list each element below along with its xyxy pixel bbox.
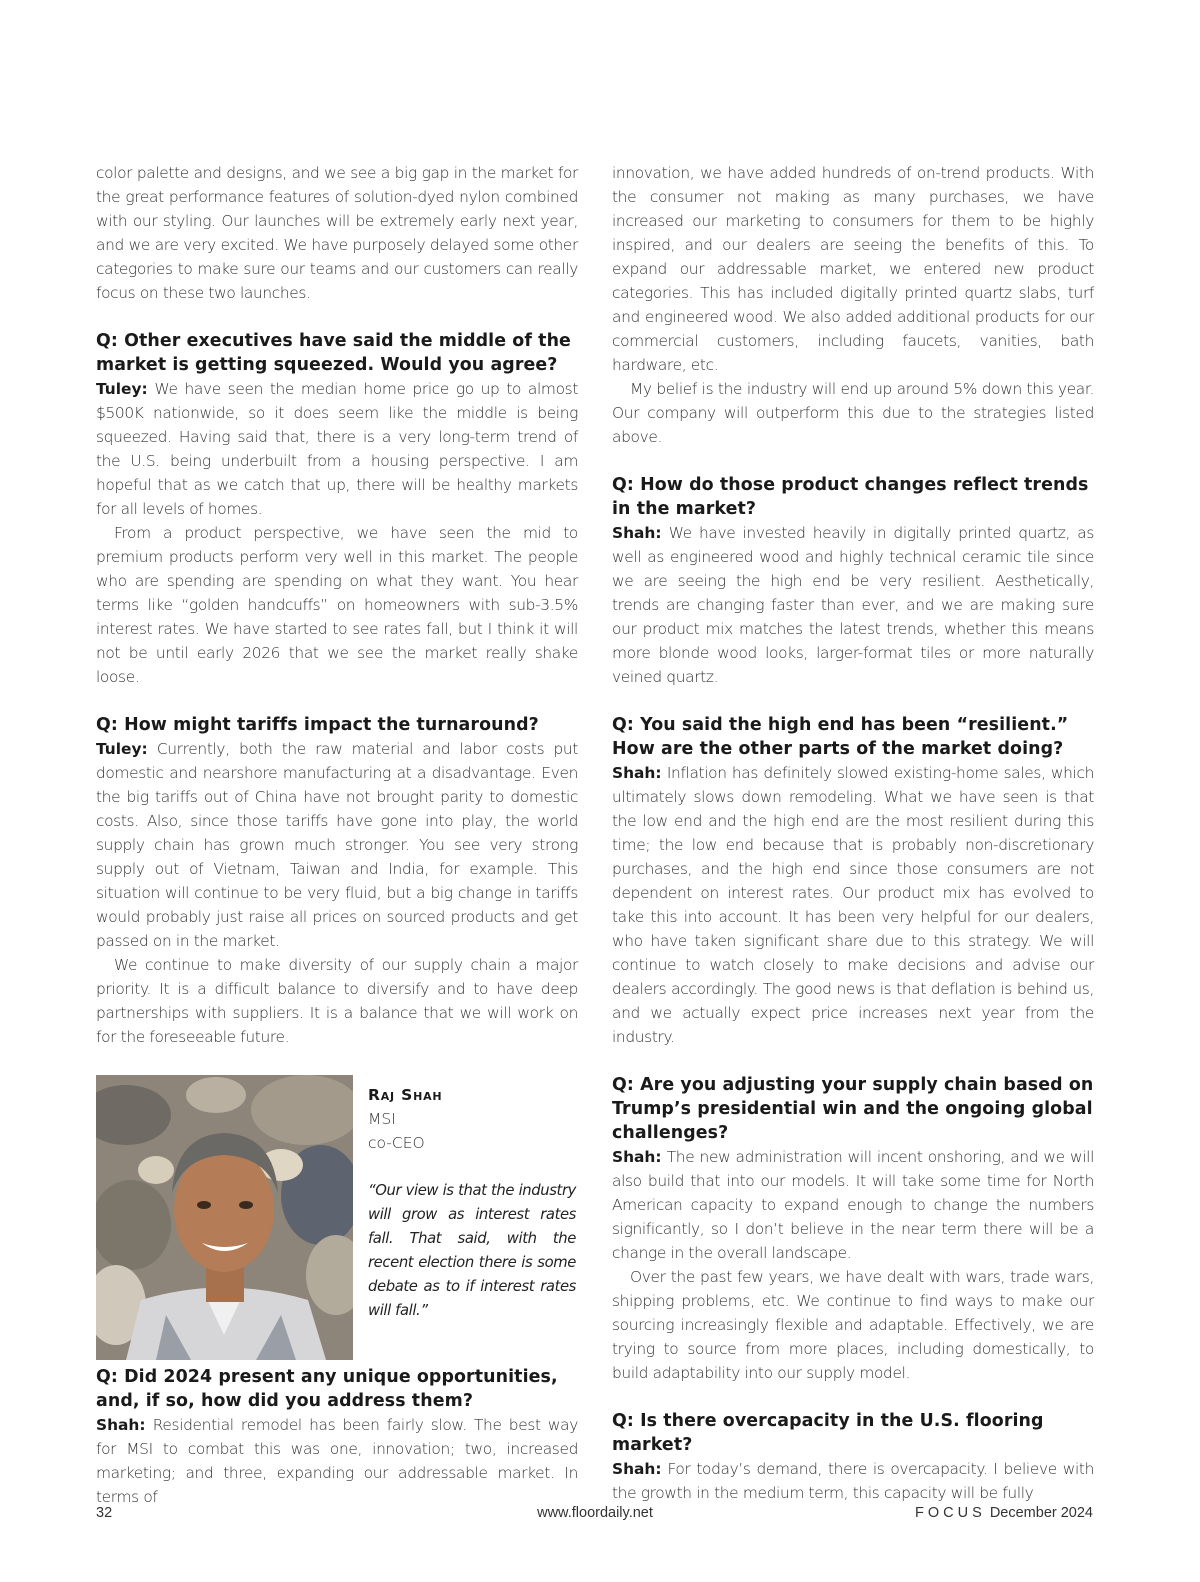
- answer-text: The new administration will incent onshoring, and we will also build that into our models. It will take some time for North American capacity to expand enough to change the numbers significantly, so I don’t believe in the near term there will be a change in the overall landscape.: [612, 1148, 1094, 1262]
- speaker-label: Shah:: [96, 1416, 146, 1434]
- answer-paragraph: [612, 1145, 1094, 1265]
- answer-text: Residential remodel has been fairly slow. The best way for MSI to combat this was one, innovation; two, increased marketing; and three, expanding our addressable market. In terms of: [96, 1416, 578, 1506]
- speaker-label: Tuley:: [96, 380, 148, 398]
- question-heading: Q: How might tariffs impact the turnaround?: [96, 715, 539, 735]
- executive-profile: [96, 1075, 578, 1365]
- body-paragraph: My belief is the industry will end up around 5% down this year. Our company will outperform this due to the strategies listed above.: [612, 380, 1094, 446]
- answer-paragraph: [612, 761, 1094, 1049]
- question-heading: Q: You said the high end has been “resilient.” How are the other parts of the market doing?: [612, 715, 1069, 759]
- answer-paragraph: [612, 521, 1094, 689]
- speaker-label: Shah:: [612, 524, 662, 542]
- body-paragraph: Over the past few years, we have dealt with wars, trade wars, shipping problems, etc. We continue to find ways to make our sourcing increasingly flexible and adaptable. Effectively, we are trying to source from more places, including domestically, to build adaptability into our supply model.: [612, 1268, 1094, 1382]
- page-number: 32: [96, 1505, 113, 1521]
- profile-caption: [368, 1083, 576, 1323]
- executive-name: Raj Shah: [368, 1086, 443, 1104]
- answer-paragraph: [96, 377, 578, 521]
- speaker-label: Tuley:: [96, 740, 148, 758]
- answer-text: Currently, both the raw material and labor costs put domestic and nearshore manufacturing at a disadvantage. Even the big tariffs out of China have not brought parity to domestic costs. Also, since those tariffs have gone into play, the world supply chain has grown much stronger. You see very strong supply out of Vietnam, Taiwan and India, for example. This situation will continue to be very fluid, but a big change in tariffs would probably just raise all prices on sourced products and get passed on in the market.: [96, 740, 578, 950]
- speaker-label: Shah:: [612, 1460, 662, 1478]
- answer-text: We have invested heavily in digitally printed quartz, as well as engineered wood and highly technical ceramic tile since we are seeing the high end be very resilient. Aesthetically, trends are changing faster than ever, and we are making sure our product mix matches the latest trends, whether this means more blonde wood looks, larger-format tiles or more naturally veined quartz.: [612, 524, 1094, 686]
- speaker-label: Shah:: [612, 1148, 662, 1166]
- pull-quote: “Our view is that the industry will grow as interest rates fall. That said, with the recent election there is some debate as to if interest rates will fall.”: [368, 1182, 576, 1319]
- body-paragraph: innovation, we have added hundreds of on-trend products. With the consumer not making as many purchases, we have increased our marketing to consumers for them to be highly inspired, and our dealers are seeing the benefits of this. To expand our addressable market, we entered new product categories. This has included digitally printed quartz slabs, turf and engineered wood. We also added additional products for our commercial customers, including faucets, vanities, bath hardware, etc.: [612, 164, 1094, 374]
- body-paragraph: We continue to make diversity of our supply chain a major priority. It is a difficult balance to diversify and to have deep partnerships with suppliers. It is a balance that we will work on for the foreseeable future.: [96, 956, 578, 1046]
- body-paragraph: From a product perspective, we have seen the mid to premium products perform very well in this market. The people who are spending are spending on what they want. You hear terms like “golden handcuffs” on homeowners with sub-3.5% interest rates. We have started to see rates fall, but I think it will not be until early 2026 that we see the market really shake loose.: [96, 524, 578, 686]
- left-column: [96, 161, 578, 1509]
- answer-paragraph: [612, 1457, 1094, 1505]
- question-heading: Q: Did 2024 present any unique opportunities, and, if so, how did you address them?: [96, 1367, 558, 1411]
- issue-date: December 2024: [989, 1505, 1093, 1521]
- speaker-label: Shah:: [612, 764, 662, 782]
- website-url: www.floordaily.net: [537, 1505, 653, 1521]
- question-heading: Q: Are you adjusting your supply chain based on Trump’s presidential win and the ongoing global challenges?: [612, 1075, 1094, 1143]
- body-paragraph: color palette and designs, and we see a big gap in the market for the great performance features of solution-dyed nylon combined with our styling. Our launches will be extremely early next year, and we are very excited. We have purposely delayed some other categories to make sure our teams and our customers can really focus on these two launches.: [96, 164, 578, 302]
- executive-title: co-CEO: [368, 1134, 425, 1152]
- right-column: [612, 161, 1094, 1505]
- issue-label: [915, 1505, 1093, 1521]
- answer-text: We have seen the median home price go up to almost $500K nationwide, so it does seem like the middle is being squeezed. Having said that, there is a very long-term trend of the U.S. being underbuilt from a housing perspective. I am hopeful that as we catch that up, there will be healthy markets for all levels of homes.: [96, 380, 578, 518]
- question-heading: Q: How do those product changes reflect trends in the market?: [612, 475, 1089, 519]
- magazine-name: FOCUS: [915, 1505, 986, 1521]
- answer-text: For today’s demand, there is overcapacity. I believe with the growth in the medium term, this capacity will be fully: [612, 1460, 1094, 1502]
- executive-company: MSI: [368, 1110, 396, 1128]
- question-heading: Q: Other executives have said the middle of the market is getting squeezed. Would you agree?: [96, 331, 571, 375]
- answer-paragraph: [96, 1413, 578, 1509]
- executive-portrait-photo: [96, 1075, 353, 1360]
- question-heading: Q: Is there overcapacity in the U.S. flooring market?: [612, 1411, 1044, 1455]
- answer-text: Inflation has definitely slowed existing-home sales, which ultimately slows down remodeling. What we have seen is that the low end and the high end are the most resilient during this time; the low end because that is probably non-discretionary purchases, and the high end since those consumers are not dependent on interest rates. Our product mix has evolved to take this into account. It has been very helpful for our dealers, who have taken significant share due to this strategy. We will continue to watch closely to make decisions and advise our dealers accordingly. The good news is that deflation is behind us, and we actually expect price increases next year from the industry.: [612, 764, 1094, 1046]
- answer-paragraph: [96, 737, 578, 953]
